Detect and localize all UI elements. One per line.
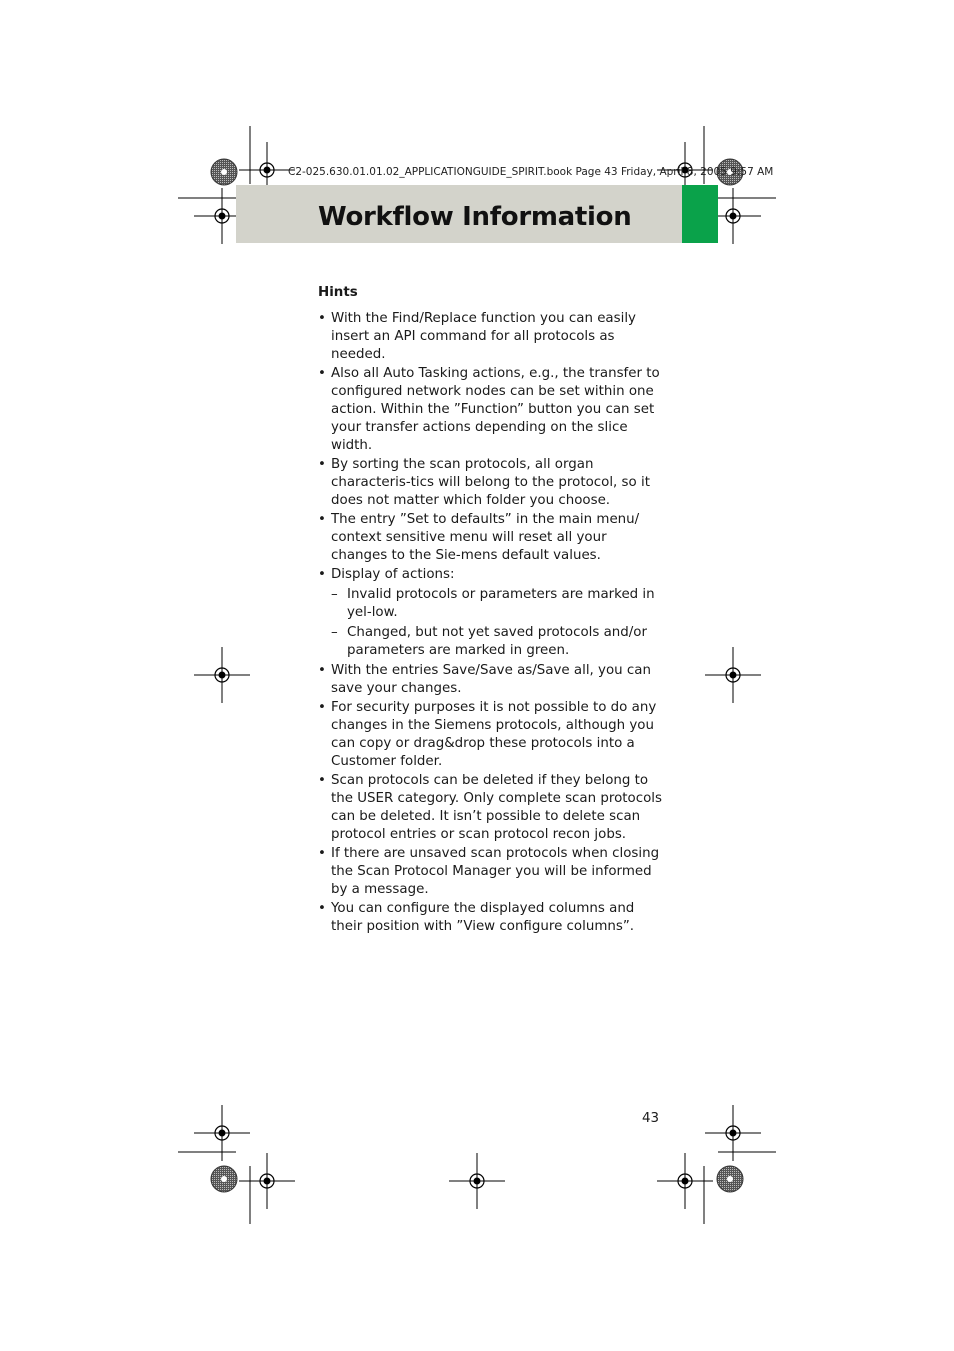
list-item: • With the entries Save/Save as/Save all, you can save your changes. bbox=[318, 663, 651, 696]
registration-cross-icon bbox=[239, 1153, 295, 1209]
bullet: • bbox=[318, 901, 326, 916]
list-item: • You can configure the displayed columns and their position with ”View configure columns”. bbox=[318, 901, 635, 934]
list-item: • If there are unsaved scan protocols when closing the Scan Protocol Manager you will be informed by a message. bbox=[318, 846, 660, 897]
page-title: Workflow Information bbox=[318, 202, 632, 232]
print-header-info: C2-025.630.01.01.02_APPLICATIONGUIDE_SPIRIT.book Page 43 Friday, April 8, 2005 9:57 AM bbox=[288, 166, 774, 178]
dash: – bbox=[331, 625, 338, 640]
hints-list bbox=[318, 310, 663, 936]
list-item: • By sorting the scan protocols, all organ characteris-tics will belong to the protocol, so it does not matter which folder you choose. bbox=[318, 457, 650, 508]
registration-cross-icon bbox=[705, 647, 761, 703]
registration-cross-icon bbox=[194, 1105, 250, 1161]
bullet: • bbox=[318, 773, 326, 788]
sub-list bbox=[331, 586, 663, 660]
bullet: • bbox=[318, 700, 326, 715]
sub-list-item: – Invalid protocols or parameters are marked in yel-low. bbox=[331, 587, 655, 620]
chapter-tab bbox=[682, 185, 718, 243]
bullet: • bbox=[318, 311, 326, 326]
list-item: • Scan protocols can be deleted if they belong to the USER category. Only complete scan protocols can be deleted. It isn’t possible to delete scan protocol entries or scan protocol recon jobs. bbox=[318, 773, 662, 842]
registration-cross-icon bbox=[657, 1153, 713, 1209]
section-heading: Hints bbox=[318, 285, 358, 300]
starburst-target-icon bbox=[211, 1166, 237, 1192]
bullet: • bbox=[318, 663, 326, 678]
bullet: • bbox=[318, 366, 326, 381]
registration-cross-icon bbox=[194, 647, 250, 703]
list-item: • The entry ”Set to defaults” in the main menu/ context sensitive menu will reset all your changes to the Sie-mens default values. bbox=[318, 512, 640, 563]
list-item: • For security purposes it is not possible to do any changes in the Siemens protocols, although you can copy or drag&drop these protocols into a Customer folder. bbox=[318, 700, 657, 769]
bullet: • bbox=[318, 567, 326, 582]
dash: – bbox=[331, 587, 338, 602]
starburst-target-icon bbox=[717, 1166, 743, 1192]
registration-cross-icon bbox=[705, 1105, 761, 1161]
registration-cross-icon bbox=[449, 1153, 505, 1209]
hints-section bbox=[318, 284, 663, 937]
bullet: • bbox=[318, 457, 326, 472]
bullet: • bbox=[318, 846, 326, 861]
page-number: 43 bbox=[642, 1111, 660, 1126]
list-item: • Also all Auto Tasking actions, e.g., the transfer to configured network nodes can be set within one action. Within the ”Function” button you can set your transfer actions depending on the slice width. bbox=[318, 366, 660, 453]
bullet: • bbox=[318, 512, 326, 527]
list-item: • With the Find/Replace function you can easily insert an API command for all protocols as needed. bbox=[318, 311, 636, 362]
sub-list-item: – Changed, but not yet saved protocols and/or parameters are marked in green. bbox=[331, 625, 647, 658]
list-item: • Display of actions: – Invalid protocols or parameters are marked in yel-low. – Changed, but not yet saved protocols and/or parameters are marked in green. bbox=[318, 566, 663, 660]
starburst-target-icon bbox=[211, 159, 237, 185]
